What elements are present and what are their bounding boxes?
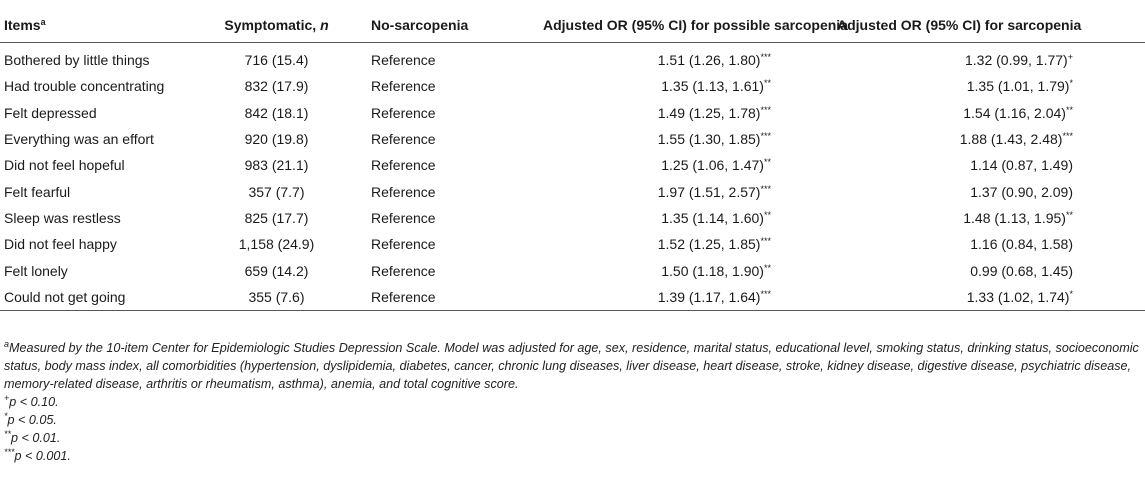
footnote-star2-mark: **	[4, 429, 12, 439]
footnote-star2	[4, 429, 1142, 447]
cell-item: Did not feel happy	[4, 236, 117, 253]
or-sarcopenia-sig: ***	[1062, 131, 1073, 142]
cell-reference: Reference	[371, 236, 436, 253]
cell-item: Did not feel hopeful	[4, 157, 125, 174]
or-sarcopenia-sig: +	[1067, 52, 1073, 63]
cell-item: Had trouble concentrating	[4, 78, 165, 95]
or-possible-sig: ***	[760, 104, 771, 115]
cell-item: Bothered by little things	[4, 52, 150, 69]
or-sarcopenia-sig: *	[1069, 78, 1073, 89]
cell-or-possible	[483, 43, 833, 74]
cell-symptomatic: 357 (7.7)	[248, 183, 305, 200]
cell-reference: Reference	[371, 104, 436, 121]
table-row	[0, 43, 1145, 74]
footnote-star2-text: p < 0.01.	[11, 431, 61, 445]
header-items-label: Items	[4, 17, 41, 33]
footnote-star1-text: p < 0.05.	[7, 413, 57, 427]
cell-or-possible	[483, 231, 833, 257]
table-row	[0, 126, 1145, 152]
cell-item: Everything was an effort	[4, 131, 154, 148]
footnote-star1	[4, 411, 1142, 429]
header-row	[0, 8, 1145, 43]
or-possible-sig: ***	[760, 236, 771, 247]
or-possible-value: 1.35 (1.14, 1.60)	[661, 209, 764, 226]
or-possible-value: 1.25 (1.06, 1.47)	[661, 157, 764, 174]
cell-reference: Reference	[371, 209, 436, 226]
cell-or-sarcopenia	[833, 43, 1145, 74]
cell-symptomatic: 832 (17.9)	[244, 78, 309, 95]
or-possible-sig: **	[763, 262, 771, 273]
or-possible-value: 1.51 (1.26, 1.80)	[657, 52, 761, 69]
cell-or-possible	[483, 178, 833, 204]
or-possible-value: 1.55 (1.30, 1.85)	[657, 131, 761, 148]
or-sarcopenia-value: 1.48 (1.13, 1.95)	[963, 209, 1066, 226]
header-symptomatic	[200, 8, 353, 43]
table-row	[0, 100, 1145, 126]
footnote-star3	[4, 447, 1142, 465]
or-sarcopenia-sig: **	[1065, 104, 1073, 115]
or-sarcopenia-value: 1.88 (1.43, 2.48)	[959, 131, 1063, 148]
table-row	[0, 178, 1145, 204]
cell-reference: Reference	[353, 284, 483, 311]
or-possible-value: 1.97 (1.51, 2.57)	[657, 183, 761, 200]
footnote-plus	[4, 393, 1142, 411]
or-sarcopenia-value: 0.99 (0.68, 1.45)	[970, 262, 1073, 279]
header-items-footnote-mark: a	[40, 17, 46, 27]
table-row	[0, 284, 1145, 311]
cell-symptomatic: 920 (19.8)	[244, 131, 309, 148]
or-possible-value: 1.52 (1.25, 1.85)	[657, 236, 761, 253]
cell-or-possible	[483, 152, 833, 178]
or-possible-value: 1.50 (1.18, 1.90)	[661, 262, 764, 279]
footnote-star3-text: p < 0.001.	[14, 449, 71, 463]
cell-reference: Reference	[371, 52, 436, 69]
header-no-sarcopenia: No-sarcopenia	[353, 8, 483, 43]
cell-or-possible	[483, 73, 833, 99]
cell-or-sarcopenia	[833, 284, 1145, 311]
cell-or-possible	[483, 205, 833, 231]
table-row	[0, 231, 1145, 257]
cell-reference: Reference	[371, 262, 436, 279]
cell-symptomatic: 983 (21.1)	[244, 157, 309, 174]
or-possible-sig: ***	[760, 52, 771, 63]
footnote-a	[4, 339, 1142, 393]
cell-or-sarcopenia	[833, 231, 1145, 257]
or-sarcopenia-value: 1.54 (1.16, 2.04)	[963, 104, 1066, 121]
cell-or-sarcopenia	[833, 126, 1145, 152]
cell-item: Felt lonely	[4, 262, 68, 279]
or-sarcopenia-value: 1.32 (0.99, 1.77)	[964, 52, 1068, 69]
cell-symptomatic: 825 (17.7)	[244, 209, 309, 226]
cell-item: Felt depressed	[4, 104, 97, 121]
or-sarcopenia-value: 1.37 (0.90, 2.09)	[970, 183, 1073, 200]
table-row	[0, 73, 1145, 99]
cell-item: Felt fearful	[4, 183, 71, 200]
footnote-star1-mark: *	[4, 411, 8, 421]
cell-reference: Reference	[371, 131, 436, 148]
or-possible-value: 1.49 (1.25, 1.78)	[657, 104, 761, 121]
cell-item: Sleep was restless	[4, 209, 121, 226]
or-sarcopenia-value: 1.14 (0.87, 1.49)	[970, 157, 1073, 174]
or-possible-sig: ***	[760, 131, 771, 142]
cell-or-possible	[483, 284, 833, 311]
cell-item: Could not get going	[0, 284, 200, 311]
cell-reference: Reference	[371, 78, 436, 95]
or-sarcopenia-sig: *	[1069, 288, 1073, 299]
cell-or-sarcopenia	[833, 73, 1145, 99]
header-or-possible: Adjusted OR (95% CI) for possible sarcopenia	[483, 8, 833, 43]
header-items	[0, 8, 200, 43]
or-possible-sig: **	[763, 157, 771, 168]
footnote-a-text: Measured by the 10-item Center for Epidemiologic Studies Depression Scale. Model was adjusted for age, sex, residence, marital status, educational level, smoking status, drinking status, socioeconomic status, body mass index, all comorbidities (hypertension, dyslipidemia, diabetes, cancer, chronic lung diseases, liver disease, heart disease, stroke, kidney disease, digestive disease, psychiatric disease, memory-related disease, arthritis or rheumatism, asthma), anemia, and total cognitive score.	[4, 341, 1139, 391]
cell-or-possible	[483, 257, 833, 283]
table-row	[0, 152, 1145, 178]
cell-symptomatic: 355 (7.6)	[200, 284, 353, 311]
cell-reference: Reference	[371, 183, 436, 200]
cell-or-sarcopenia	[833, 178, 1145, 204]
or-possible-sig: ***	[760, 288, 771, 299]
cell-symptomatic: 1,158 (24.9)	[238, 236, 315, 253]
table-row	[0, 257, 1145, 283]
or-sarcopenia-sig: **	[1065, 209, 1073, 220]
footnote-plus-mark: +	[4, 393, 10, 403]
footnotes	[4, 339, 1142, 465]
or-sarcopenia-value: 1.35 (1.01, 1.79)	[966, 78, 1070, 95]
or-possible-sig: **	[763, 78, 771, 89]
or-possible-value: 1.39 (1.17, 1.64)	[657, 288, 761, 305]
cell-symptomatic: 659 (14.2)	[244, 262, 309, 279]
cell-or-sarcopenia	[833, 205, 1145, 231]
or-possible-value: 1.35 (1.13, 1.61)	[661, 78, 764, 95]
or-possible-sig: ***	[760, 183, 771, 194]
cell-or-sarcopenia	[833, 100, 1145, 126]
table-row	[0, 205, 1145, 231]
cell-or-sarcopenia	[833, 257, 1145, 283]
cell-reference: Reference	[371, 157, 436, 174]
cell-symptomatic: 842 (18.1)	[244, 104, 309, 121]
footnote-star3-mark: ***	[4, 447, 15, 457]
cell-symptomatic: 716 (15.4)	[244, 52, 309, 69]
footnote-a-mark: a	[4, 339, 10, 349]
or-sarcopenia-value: 1.33 (1.02, 1.74)	[966, 288, 1070, 305]
cell-or-possible	[483, 100, 833, 126]
table-header	[0, 8, 1145, 43]
header-or-sarcopenia: Adjusted OR (95% CI) for sarcopenia	[833, 8, 1145, 43]
cell-or-possible	[483, 126, 833, 152]
header-symptomatic-n: n	[320, 17, 329, 33]
or-sarcopenia-value: 1.16 (0.84, 1.58)	[970, 236, 1073, 253]
table-body	[0, 43, 1145, 311]
footnote-plus-text: p < 0.10.	[9, 395, 59, 409]
results-table	[0, 8, 1145, 311]
cell-or-sarcopenia	[833, 152, 1145, 178]
or-possible-sig: **	[763, 209, 771, 220]
header-symptomatic-label: Symptomatic,	[224, 17, 321, 33]
